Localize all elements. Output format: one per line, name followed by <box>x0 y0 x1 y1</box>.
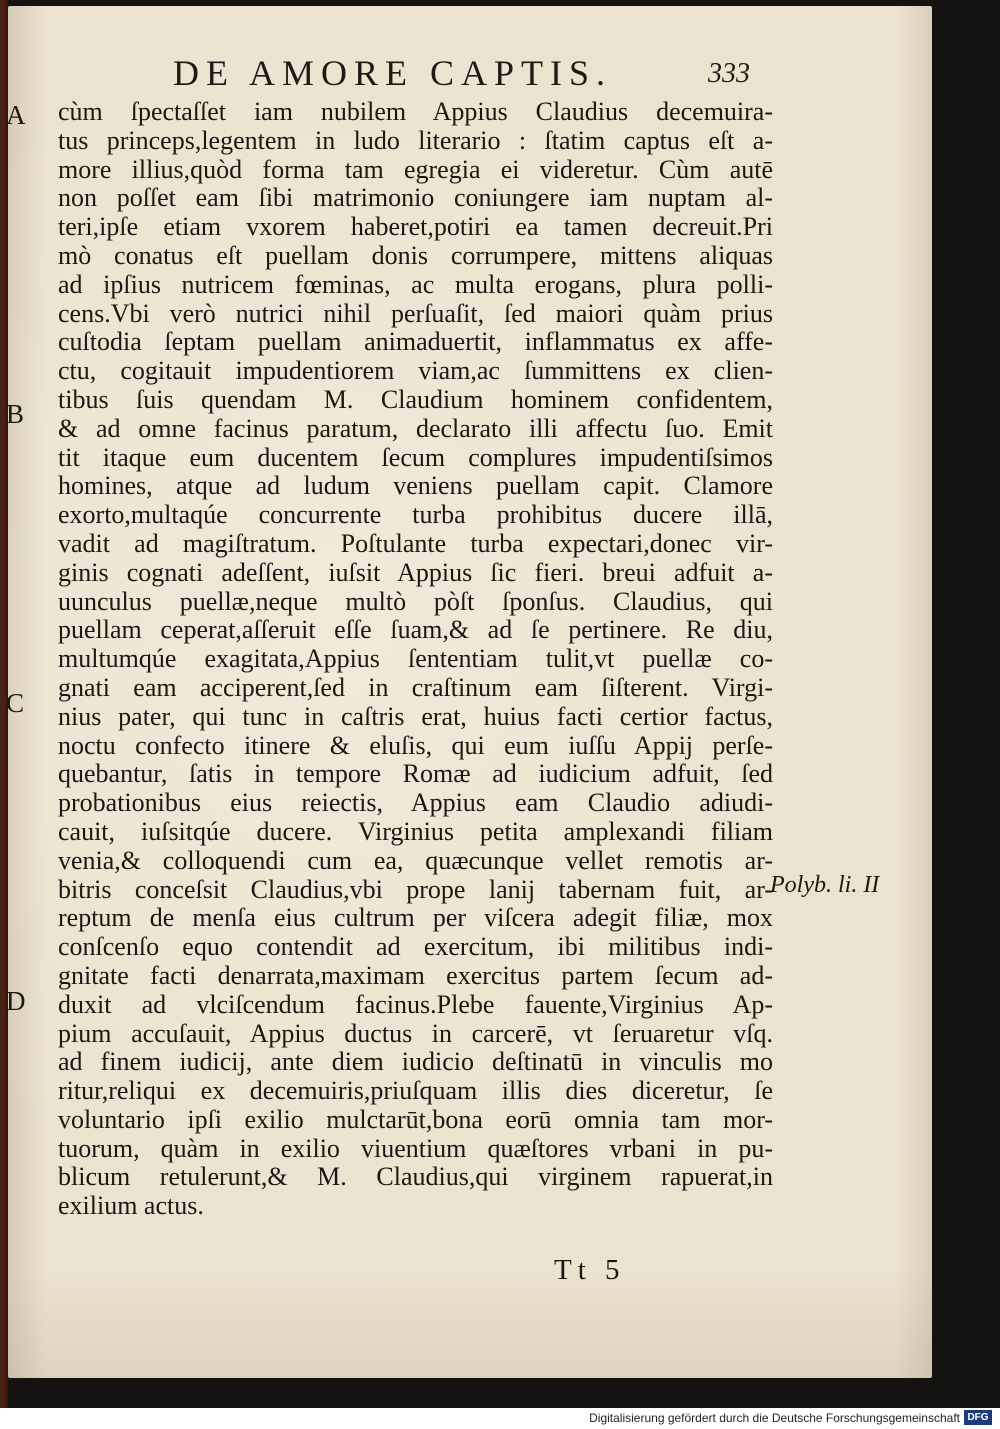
text-line: cuſtodia ſeptam puellam animaduertit, inflammatus ex affe- <box>58 327 773 357</box>
margin-note: Polyb. li. II <box>770 872 880 898</box>
text-line: exorto,multaqúe concurrente turba prohibitus ducere illā, <box>58 500 773 530</box>
dfg-logo: DFG <box>964 1410 992 1425</box>
text-line: pium accuſauit, Appius ductus in carcerē, vt ſeruaretur vſq. <box>58 1018 773 1048</box>
text-line: cùm ſpectaſſet iam nubilem Appius Claudius decemuira- <box>58 97 773 126</box>
text-line: mò conatus eſt puellam donis corrumpere, mittens aliquas <box>58 240 773 270</box>
text-line: teri,ipſe etiam vxorem haberet,potiri ea tamen decreuit.Pri <box>58 212 773 242</box>
text-line: puellam ceperat,aſſeruit eſſe ſuam,& ad ſe pertinere. Re diu, <box>58 615 773 645</box>
text-line: duxit ad vlciſcendum facinus.Plebe fauente,Virginius Ap- <box>58 989 773 1019</box>
text-line: bitris conceſsit Claudius,vbi prope lanij tabernam fuit, ar- <box>58 874 773 904</box>
funding-credit: Digitalisierung gefördert durch die Deutsche Forschungsgemeinschaft <box>589 1411 960 1425</box>
text-line: tus princeps,legentem in ludo literario : ſtatim captus eſt a- <box>58 125 773 155</box>
page-number: 333 <box>708 58 750 89</box>
text-line: tuorum, quàm in exilio viuentium quæſtores vrbani in pu- <box>58 1133 773 1163</box>
text-line: blicum retulerunt,& M. Claudius,qui virginem rapuerat,in <box>58 1162 773 1192</box>
signature-mark: Tt 5 <box>554 1254 626 1286</box>
text-line: tit itaque eum ducentem ſecum complures impudentiſsimos <box>58 442 773 472</box>
text-line: conſcenſo equo contendit ad exercitum, ibi militibus indi- <box>58 932 773 962</box>
margin-section-letter-c: C <box>6 688 25 718</box>
text-line: probationibus eius reiectis, Appius eam Claudio adiudi- <box>58 788 773 818</box>
margin-section-letter-a: A <box>6 100 26 130</box>
running-head <box>8 52 932 100</box>
text-line: homines, atque ad ludum veniens puellam capit. Clamore <box>58 471 773 501</box>
text-line: ad finem iudicij, ante diem iudicio deſtinatū in vinculis mo <box>58 1047 773 1077</box>
text-line: gnitate facti denarrata,maximam exercitus partem ſecum ad- <box>58 960 773 990</box>
text-line: ritur,reliqui ex decemuiris,priuſquam illis dies diceretur, ſe <box>58 1076 773 1106</box>
text-line: gnati eam acciperent,ſed in craſtinum eam ſiſterent. Virgi- <box>58 672 773 702</box>
text-line: uunculus puellæ,neque multò pòſt ſponſus. Claudius, qui <box>58 586 773 616</box>
text-line: vadit ad magiſtratum. Poſtulante turba expectari,donec vir- <box>58 528 773 558</box>
text-line: ctu, cogitauit impudentiorem viam,ac ſummittens ex clien- <box>58 356 773 386</box>
text-line: multumqúe exagitata,Appius ſententiam tulit,vt puellæ co- <box>58 644 773 674</box>
margin-section-letter-b: B <box>6 399 25 429</box>
text-line: cens.Vbi verò nutrici nihil perſuaſit, ſed maiori quàm prius <box>58 298 773 328</box>
body-text <box>58 98 773 1221</box>
text-line: non poſſet eam ſibi matrimonio coniungere iam nuptam al- <box>58 183 773 213</box>
footer-bar <box>0 1408 1000 1429</box>
text-line: reptum de menſa eius cultrum per viſcera adegit filiæ, mox <box>58 903 773 933</box>
text-line: nius pater, qui tunc in caſtris erat, huius facti certior factus, <box>58 701 773 731</box>
text-line: voluntario ipſi exilio mulctarūt,bona eorū omnia tam mor- <box>58 1104 773 1134</box>
text-line: ad ipſius nutricem fœminas, ac multa erogans, plura polli- <box>58 269 773 299</box>
margin-section-letter-d: D <box>6 986 26 1016</box>
text-line: noctu confecto itinere & eluſis, qui eum iuſſu Appij perſe- <box>58 730 773 760</box>
text-line: tibus ſuis quendam M. Claudium hominem confidentem, <box>58 384 773 414</box>
text-line: ginis cognati adeſſent, iuſsit Appius ſic fieri. breui adfuit a- <box>58 557 773 587</box>
text-line: venia,& colloquendi cum ea, quæcunque vellet remotis ar- <box>58 845 773 875</box>
text-line: more illius,quòd forma tam egregia ei videretur. Cùm autē <box>58 154 773 184</box>
text-line: & ad omne facinus paratum, declarato illi affectu ſuo. Emit <box>58 413 773 443</box>
running-head-title: DE AMORE CAPTIS. <box>173 53 613 93</box>
text-line: cauit, iuſsitqúe ducere. Virginius petita amplexandi filiam <box>58 816 773 846</box>
text-line: quebantur, ſatis in tempore Romæ ad iudicium adfuit, ſed <box>58 759 773 789</box>
text-line: exilium actus. <box>58 1191 204 1221</box>
